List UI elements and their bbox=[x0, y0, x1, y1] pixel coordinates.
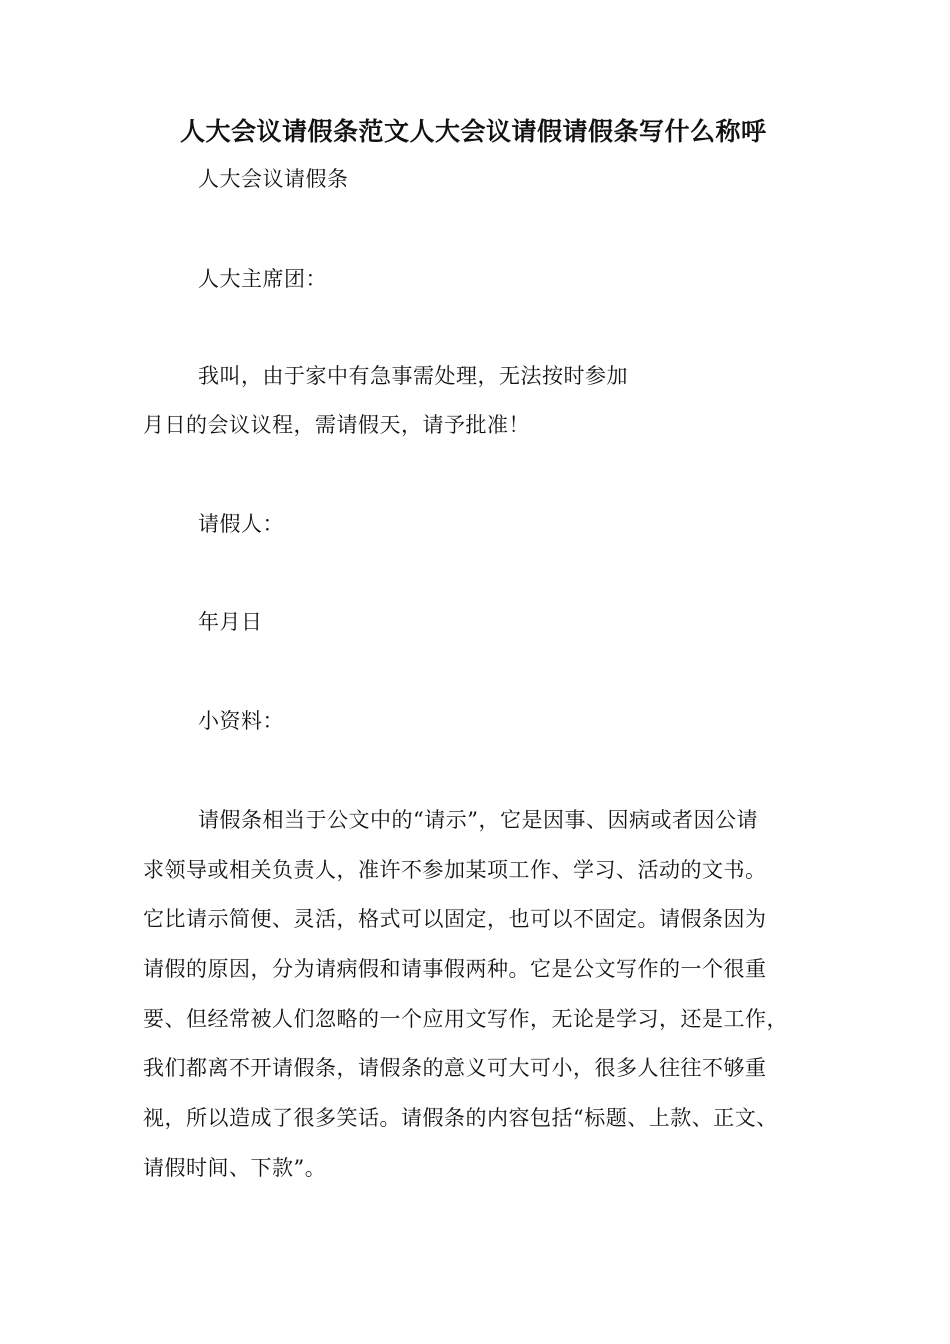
note-line: 请假的原因，分为请病假和请事假两种。它是公文写作的一个很重 bbox=[143, 957, 767, 981]
note-line: 我们都离不开请假条，请假条的意义可大可小，很多人往往不够重 bbox=[143, 1056, 767, 1080]
applicant-line: 请假人： bbox=[198, 512, 284, 536]
letter-subtitle: 人大会议请假条 bbox=[198, 167, 349, 191]
note-heading: 小资料： bbox=[198, 709, 284, 733]
note-line: 请假时间、下款”。 bbox=[143, 1156, 327, 1180]
note-line: 它比请示简便、灵活，格式可以固定，也可以不固定。请假条因为 bbox=[143, 907, 767, 931]
body-line: 我叫，由于家中有急事需处理，无法按时参加 bbox=[198, 364, 628, 388]
body-line: 月日的会议议程，需请假天，请予批准！ bbox=[143, 413, 530, 437]
salutation: 人大主席团： bbox=[198, 267, 327, 291]
note-line: 请假条相当于公文中的“请示”，它是因事、因病或者因公请 bbox=[198, 808, 758, 832]
date-line: 年月日 bbox=[198, 610, 263, 634]
note-line: 视，所以造成了很多笑话。请假条的内容包括“标题、上款、正文、 bbox=[143, 1106, 778, 1130]
note-line: 求领导或相关负责人，准许不参加某项工作、学习、活动的文书。 bbox=[143, 858, 767, 882]
document-title: 人大会议请假条范文人大会议请假请假条写什么称呼 bbox=[180, 117, 767, 146]
note-line: 要、但经常被人们忽略的一个应用文写作，无论是学习，还是工作， bbox=[143, 1007, 788, 1031]
